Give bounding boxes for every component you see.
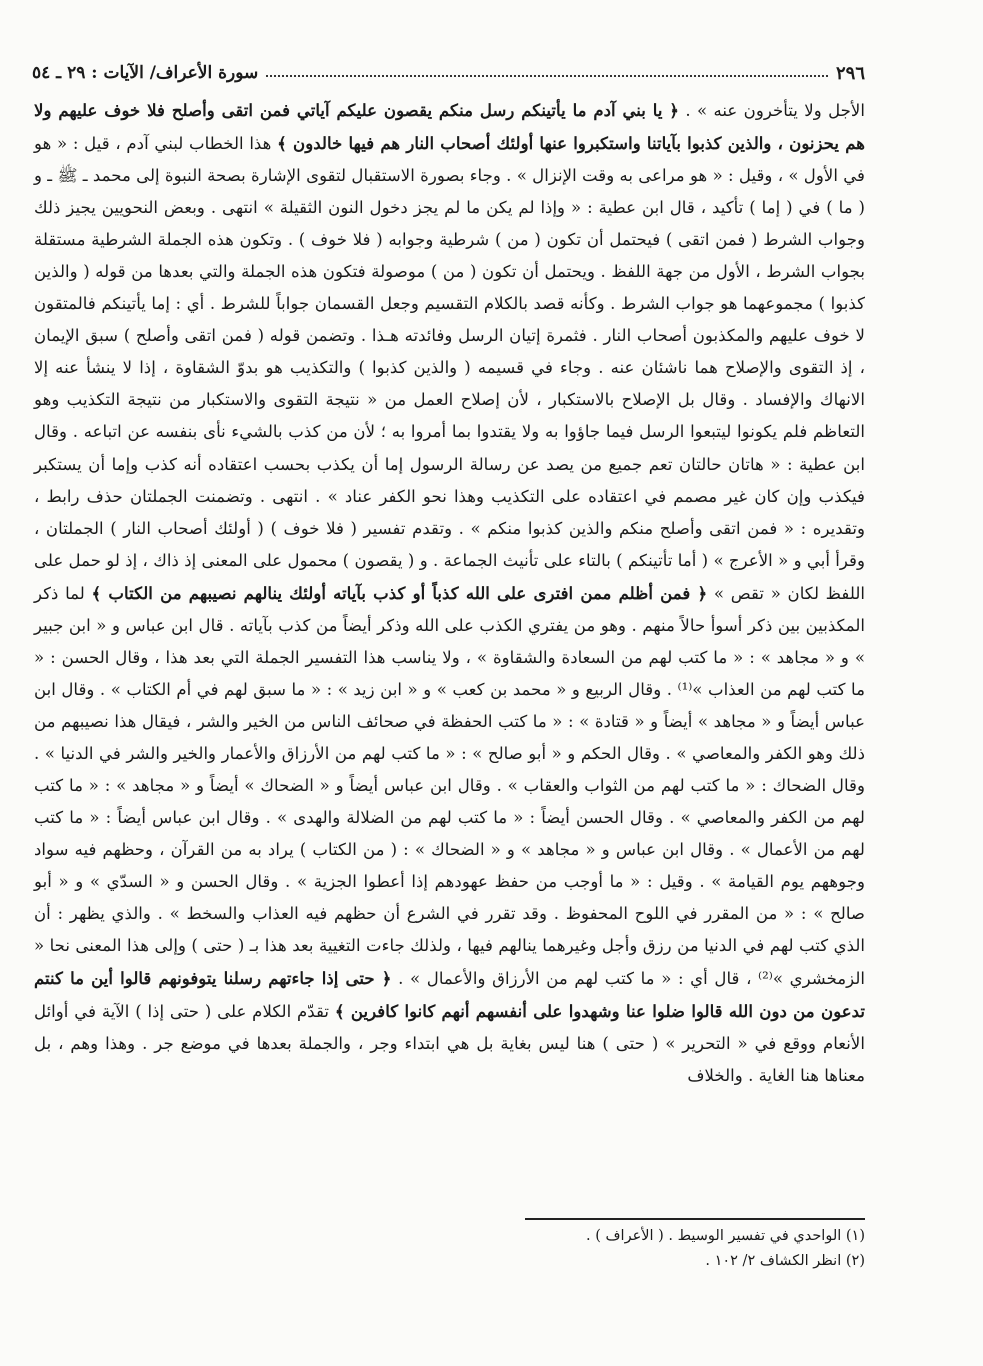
- body-text: [34, 94, 865, 1092]
- text-run: هذا الخطاب لبني آدم ، قيل : « هو في الأول » ، وقيل : « هو مراعى به وقت الإنزال » . وجاء بصورة الاستقبال لتقوى الإشارة بصحة النبوة إلى محمد ـ ﷺ ـ و ( ما ) في ( إما ) تأكيد ، قال ابن عطية : « وإذا لم يكن ما لم يجز دخول النون الثقيلة » انتهى . وبعض النحويين يجيز ذلك وجواب الشرط ( فمن اتقى ) فيحتمل أن تكون ( من ) شرطية وجوابه ( فلا خوف ) . وتكون هذه الجملة الشرطية مستقلة بجواب الشرط ، الأول من جهة اللفظ . ويحتمل أن تكون ( من ) موصولة فتكون هذه الجملة والتي بعدها من قوله ( والذين كذبوا ) مجموعهما هو جواب الشرط . وكأنه قصد بالكلام التقسيم وجعل القسمان جواباً للشرط . أي : إما يأتينكم فالمتقون لا خوف عليهم والمكذبون أصحاب النار . فثمرة إتيان الرسل وفائدته هـذا . وتضمن قوله ( فمن اتقى وأصلح ) سبق الإيمان ، إذ التقوى والإصلاح هما ناشئان عنه . وجاء في قسيمه ( والذين كذبوا ) والتكذيب هو بدوّ الشقاوة ، إذا لا ينشأ عنه إلا الانهاك والإفساد . وقال بل الإصلاح بالاستكبار ، لأن إصلاح العمل من « نتيجة التقوى والاستكبار من نتيجة التكذيب وهو التعاظم فلم يكونوا ليتبعوا الرسل فيما جاؤوا به ولا يقتدوا بما أمروا به ؛ لأن من كذب بالشيء نأى بنفسه عن اتباعه . وقال ابن عطية : « هاتان حالتان تعم جميع من يصد عن رسالة الرسول إما أن يكذب بحسب اعتقاده أنه كذب وإما أن يستكبر فيكذب وإن كان غير مصمم في اعتقاده على التكذيب وهذا نحو الكفر عناد » . انتهى . وتضمنت الجملتان حذف رابط ، وتقديره : « فمن اتقى وأصلح منكم والذين كذبوا منكم » . وتقدم تفسير ( فلا خوف ) ( أولئك أصحاب النار ) الجملتان ، وقرأ أبي و « الأعرج » ( أما تأتينكم ) بالتاء على تأنيث الجماعة . و ( يقصون ) محمول على المعنى إذ ذاك ، إذ لو حمل على اللفظ لكان « تقص »: [34, 134, 866, 603]
- footnotes: [400, 1224, 865, 1274]
- quran-verse: ﴿ فمن أظلم ممن افترى على الله كذباً أو كذب بآياته أولئك ينالهم نصيبهم من الكتاب ﴾: [91, 582, 708, 603]
- header-title: سورة الأعراف/ الآيات : ٢٩ ـ ٥٤: [32, 63, 259, 83]
- footnote-separator: [525, 1218, 865, 1220]
- header-dot-leader: [266, 75, 828, 77]
- quran-verse: ﴿ يا بني آدم ما يأتينكم رسل منكم يقصون عليكم آياتي فمن اتقى وأصلح فلا خوف عليهم ولا هم يحزنون ، والذين كذبوا بآياتنا واستكبروا عنها أولئك أصحاب النار هم فيها خالدون ﴾: [34, 100, 865, 154]
- running-header: [32, 58, 865, 88]
- footnote: (٢) انظر الكشاف ٢/ ١٠٢ .: [705, 1253, 865, 1269]
- quran-verse: ﴿ حتى إذا جاءتهم رسلنا يتوفونهم قالوا أين ما كنتم تدعون من دون الله قالوا ضلوا عنا وشهدوا على أنفسهم أنهم كانوا كافرين ﴾: [34, 968, 865, 1022]
- text-run: تقدّم الكلام على ( حتى إذا ) الآية في أوائل الأنعام ووقع في « التحرير » ( حتى ) هنا ليس بغاية بل هي ابتداء وجر ، والجملة بعدها في موضع جر . وهذا وهم ، بل معناها هنا الغاية . والخلاف: [34, 1002, 865, 1086]
- text-run: الأجل ولا يتأخرون عنه » .: [679, 101, 865, 120]
- page-number: ٢٩٦: [835, 62, 865, 84]
- body-paragraph: [34, 94, 865, 1092]
- footnote: (١) الواحدي في تفسير الوسيط . ( الأعراف ) .: [586, 1228, 865, 1244]
- text-run: لما ذكر المكذبين بين ذكر أسوأ حالاً منهم . وهو من يفتري الكذب على الله وذكر أيضاً من كذب بآياته . قال ابن عباس و « ابن جبير » و « مجاهد » : « ما كتب لهم من السعادة والشقاوة » ، ولا يناسب هذا التفسير الجملة التي بعد هذا ، وقال الحسن : « ما كتب لهم من العذاب »⁽¹⁾ . وقال الربيع و « محمد بن كعب » و « ابن زيد » : « ما سبق لهم في أم الكتاب » . وقال ابن عباس أيضاً و « مجاهد » أيضاً و « قتادة » : « ما كتب الحفظة في صحائف الناس من الخير والشر ، فيقال هذا نصيبهم من ذلك وهو الكفر والمعاصي » . وقال الحكم و « أبو صالح » : « ما كتب لهم من الأرزاق والأعمار والخير والشر في الدنيا » . وقال الضحاك : « ما كتب لهم من الثواب والعقاب » . وقال ابن عباس أيضاً و « الضحاك » أيضاً و « مجاهد » : « ما كتب لهم من الكفر والمعاصي » . وقال الحسن أيضاً : « ما كتب لهم من الضلالة والهدى » . وقال ابن عباس أيضاً : « ما كتب لهم من الأعمال » . وقال ابن عباس و « مجاهد » و « الضحاك » : ( من الكتاب ) يراد به من القرآن ، وحظهم فيه سواد وجوههم يوم القيامة » . وقيل : « ما أوجب من حفظ عهودهم إذا أعطوا الجزية » . وقال الحسن و « السدّي » و « أبو صالح » : « من المقرر في اللوح المحفوظ . وقد تقرر في الشرع أن حظهم فيه العذاب والسخط » . والذي يظهر : أن الذي كتب لهم في الدنيا من رزق وأجل وغيرهما ينالهم فيها ، ولذلك جاءت التغيية بعد هذا بـ ( حتى ) وإلى هذا المعنى نحا « الزمخشري »⁽²⁾ ، قال أي : « ما كتب لهم من الأرزاق والأعمال » .: [34, 583, 866, 989]
